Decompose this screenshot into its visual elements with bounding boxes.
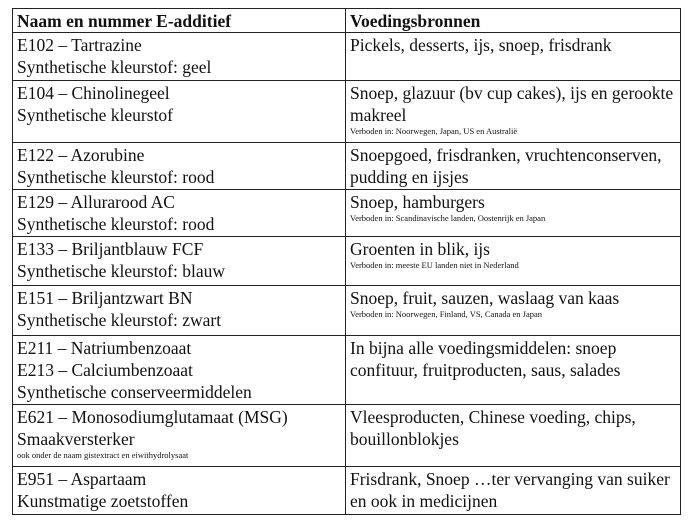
food-sources-text: Snoep, hamburgers <box>350 192 485 212</box>
additive-code: E104 – Chinolinegeel <box>17 83 170 103</box>
additive-name-cell <box>13 405 346 467</box>
additive-code: E129 – Allurarood AC <box>17 192 175 212</box>
table-row <box>13 143 681 190</box>
e-additives-table <box>12 8 681 515</box>
food-sources-cell <box>346 467 681 515</box>
additive-name-cell <box>13 143 346 190</box>
food-sources-cell <box>346 405 681 467</box>
food-sources-text: Snoepgoed, frisdranken, vruchtenconserven, pudding en ijsjes <box>350 145 662 187</box>
ban-note: Verboden in: meeste EU landen niet in Nederland <box>350 260 519 270</box>
food-sources-cell <box>346 81 681 143</box>
table-row <box>13 33 681 81</box>
additive-code-secondary: E213 – Calciumbenzoaat <box>17 360 193 380</box>
food-sources-text: Vleesproducten, Chinese voeding, chips, bouillonblokjes <box>350 407 636 449</box>
table-row <box>13 237 681 286</box>
food-sources-cell <box>346 336 681 405</box>
additive-category: Synthetische conserveermiddelen <box>17 382 252 402</box>
additive-name-cell <box>13 33 346 81</box>
additive-category: Synthetische kleurstof: rood <box>17 167 215 187</box>
additive-code: E102 – Tartrazine <box>17 35 142 55</box>
food-sources-text: In bijna alle voedingsmiddelen: snoep confituur, fruitproducten, saus, salades <box>350 338 621 380</box>
additive-code: E151 – Briljantzwart BN <box>17 288 193 308</box>
additive-name-cell <box>13 467 346 515</box>
food-sources-text: Snoep, glazuur (bv cup cakes), ijs en gerookte makreel <box>350 83 674 125</box>
food-sources-cell <box>346 33 681 81</box>
additive-category: Kunstmatige zoetstoffen <box>17 491 189 511</box>
additive-code: E122 – Azorubine <box>17 145 145 165</box>
additive-category: Synthetische kleurstof: geel <box>17 57 212 77</box>
header-name-number: Naam en nummer E-additief <box>13 9 346 33</box>
additive-category: Synthetische kleurstof: zwart <box>17 310 222 330</box>
table-row <box>13 467 681 515</box>
table-row <box>13 81 681 143</box>
food-sources-text: Frisdrank, Snoep …ter vervanging van suiker en ook in medicijnen <box>350 469 670 511</box>
table-header-row <box>13 9 681 33</box>
food-sources-cell <box>346 143 681 190</box>
additive-category: Smaakversterker <box>17 429 135 449</box>
additive-category: Synthetische kleurstof: blauw <box>17 261 226 281</box>
additive-category: Synthetische kleurstof: rood <box>17 214 215 234</box>
additive-name-cell <box>13 190 346 237</box>
alias-note: ook onder de naam gistextract en eiwithydrolysaat <box>17 450 189 460</box>
additive-code: E951 – Aspartaam <box>17 469 147 489</box>
food-sources-cell <box>346 237 681 286</box>
ban-note: Verboden in: Noorwegen, Japan, US en Australië <box>350 126 518 136</box>
additive-code: E133 – Briljantblauw FCF <box>17 239 204 259</box>
food-sources-text: Groenten in blik, ijs <box>350 239 490 259</box>
additive-code: E621 – Monosodiumglutamaat (MSG) <box>17 407 288 427</box>
ban-note: Verboden in: Noorwegen, Finland, VS, Canada en Japan <box>350 309 542 319</box>
table-row <box>13 286 681 336</box>
additive-name-cell <box>13 286 346 336</box>
additive-name-cell <box>13 237 346 286</box>
additive-category: Synthetische kleurstof <box>17 105 174 125</box>
additive-code: E211 – Natriumbenzoaat <box>17 338 192 358</box>
table-row <box>13 336 681 405</box>
food-sources-text: Snoep, fruit, sauzen, waslaag van kaas <box>350 288 620 308</box>
table-row <box>13 405 681 467</box>
food-sources-cell <box>346 190 681 237</box>
header-food-sources: Voedingsbronnen <box>346 9 681 33</box>
food-sources-cell <box>346 286 681 336</box>
additive-name-cell <box>13 81 346 143</box>
additive-name-cell <box>13 336 346 405</box>
ban-note: Verboden in: Scandinavische landen, Oostenrijk en Japan <box>350 213 546 223</box>
table-row <box>13 190 681 237</box>
food-sources-text: Pickels, desserts, ijs, snoep, frisdrank <box>350 35 612 55</box>
